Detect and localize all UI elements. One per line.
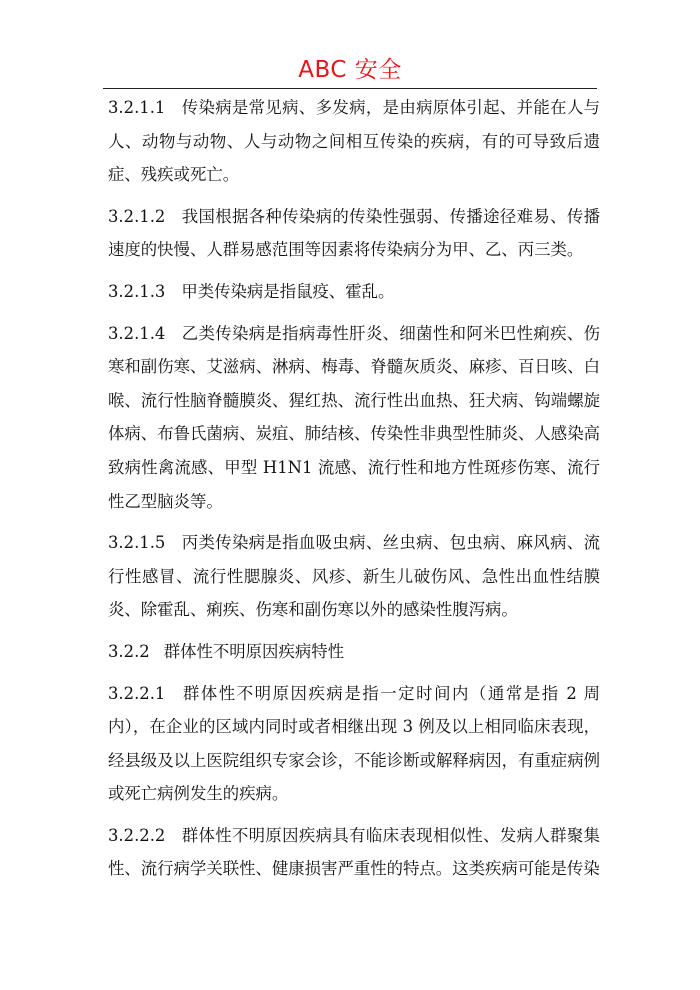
section-3-2-1-5 bbox=[108, 526, 600, 627]
section-number: 3.2.1.2 bbox=[108, 206, 166, 226]
section-3-2-1-4 bbox=[108, 317, 600, 519]
section-number: 3.2.1.5 bbox=[108, 533, 166, 553]
section-3-2-1-3 bbox=[108, 275, 600, 309]
page-header-title: ABC 安全 bbox=[298, 57, 402, 83]
section-text: 群体性不明原因疾病特性 bbox=[163, 641, 345, 661]
document-body bbox=[108, 91, 600, 886]
section-number: 3.2.1.3 bbox=[108, 281, 166, 301]
section-number: 3.2.2.2 bbox=[108, 825, 166, 845]
section-text: 我国根据各种传染病的传染性强弱、传播途径难易、传播速度的快慢、人群易感范围等因素将传染病分为甲、乙、丙三类。 bbox=[108, 206, 600, 260]
section-text: 传染病是常见病、多发病，是由病原体引起、并能在人与人、动物与动物、人与动物之间相互传染的疾病，有的可导致后遗症、残疾或死亡。 bbox=[108, 98, 600, 185]
section-3-2-2-1 bbox=[108, 677, 600, 811]
section-number: 3.2.2.1 bbox=[108, 683, 166, 703]
section-3-2-2-heading bbox=[108, 635, 600, 669]
section-text: 乙类传染病是指病毒性肝炎、细菌性和阿米巴性痢疾、伤寒和副伤寒、艾滋病、淋病、梅毒、脊髓灰质炎、麻疹、百日咳、白喉、流行性脑脊髓膜炎、猩红热、流行性出血热、狂犬病、钩端螺旋体病、布鲁氏菌病、炭疽、肺结核、传染性非典型性肺炎、人感染高致病性禽流感、甲型 H1N1 流感、流行性和地方性斑疹伤寒、流行性乙型脑炎等。 bbox=[108, 323, 600, 511]
section-text: 甲类传染病是指鼠疫、霍乱。 bbox=[181, 281, 395, 301]
section-text: 群体性不明原因疾病具有临床表现相似性、发病人群聚集性、流行病学关联性、健康损害严重性的特点。这类疾病可能是传染 bbox=[108, 825, 600, 879]
section-number: 3.2.1.4 bbox=[108, 323, 166, 343]
section-text: 丙类传染病是指血吸虫病、丝虫病、包虫病、麻风病、流行性感冒、流行性腮腺炎、风疹、新生儿破伤风、急性出血性结膜炎、除霍乱、痢疾、伤寒和副伤寒以外的感染性腹泻病。 bbox=[108, 533, 600, 620]
section-text: 群体性不明原因疾病是指一定时间内（通常是指 2 周内），在企业的区域内同时或者相继出现 3 例及以上相同临床表现，经县级及以上医院组织专家会诊，不能诊断或解释病因，有重症病例或死亡病例发生的疾病。 bbox=[108, 683, 600, 804]
header-divider bbox=[103, 88, 597, 89]
section-3-2-1-1 bbox=[108, 91, 600, 192]
section-number: 3.2.2 bbox=[108, 641, 150, 661]
section-number: 3.2.1.1 bbox=[108, 98, 166, 117]
section-3-2-2-2 bbox=[108, 819, 600, 886]
section-3-2-1-2 bbox=[108, 200, 600, 267]
